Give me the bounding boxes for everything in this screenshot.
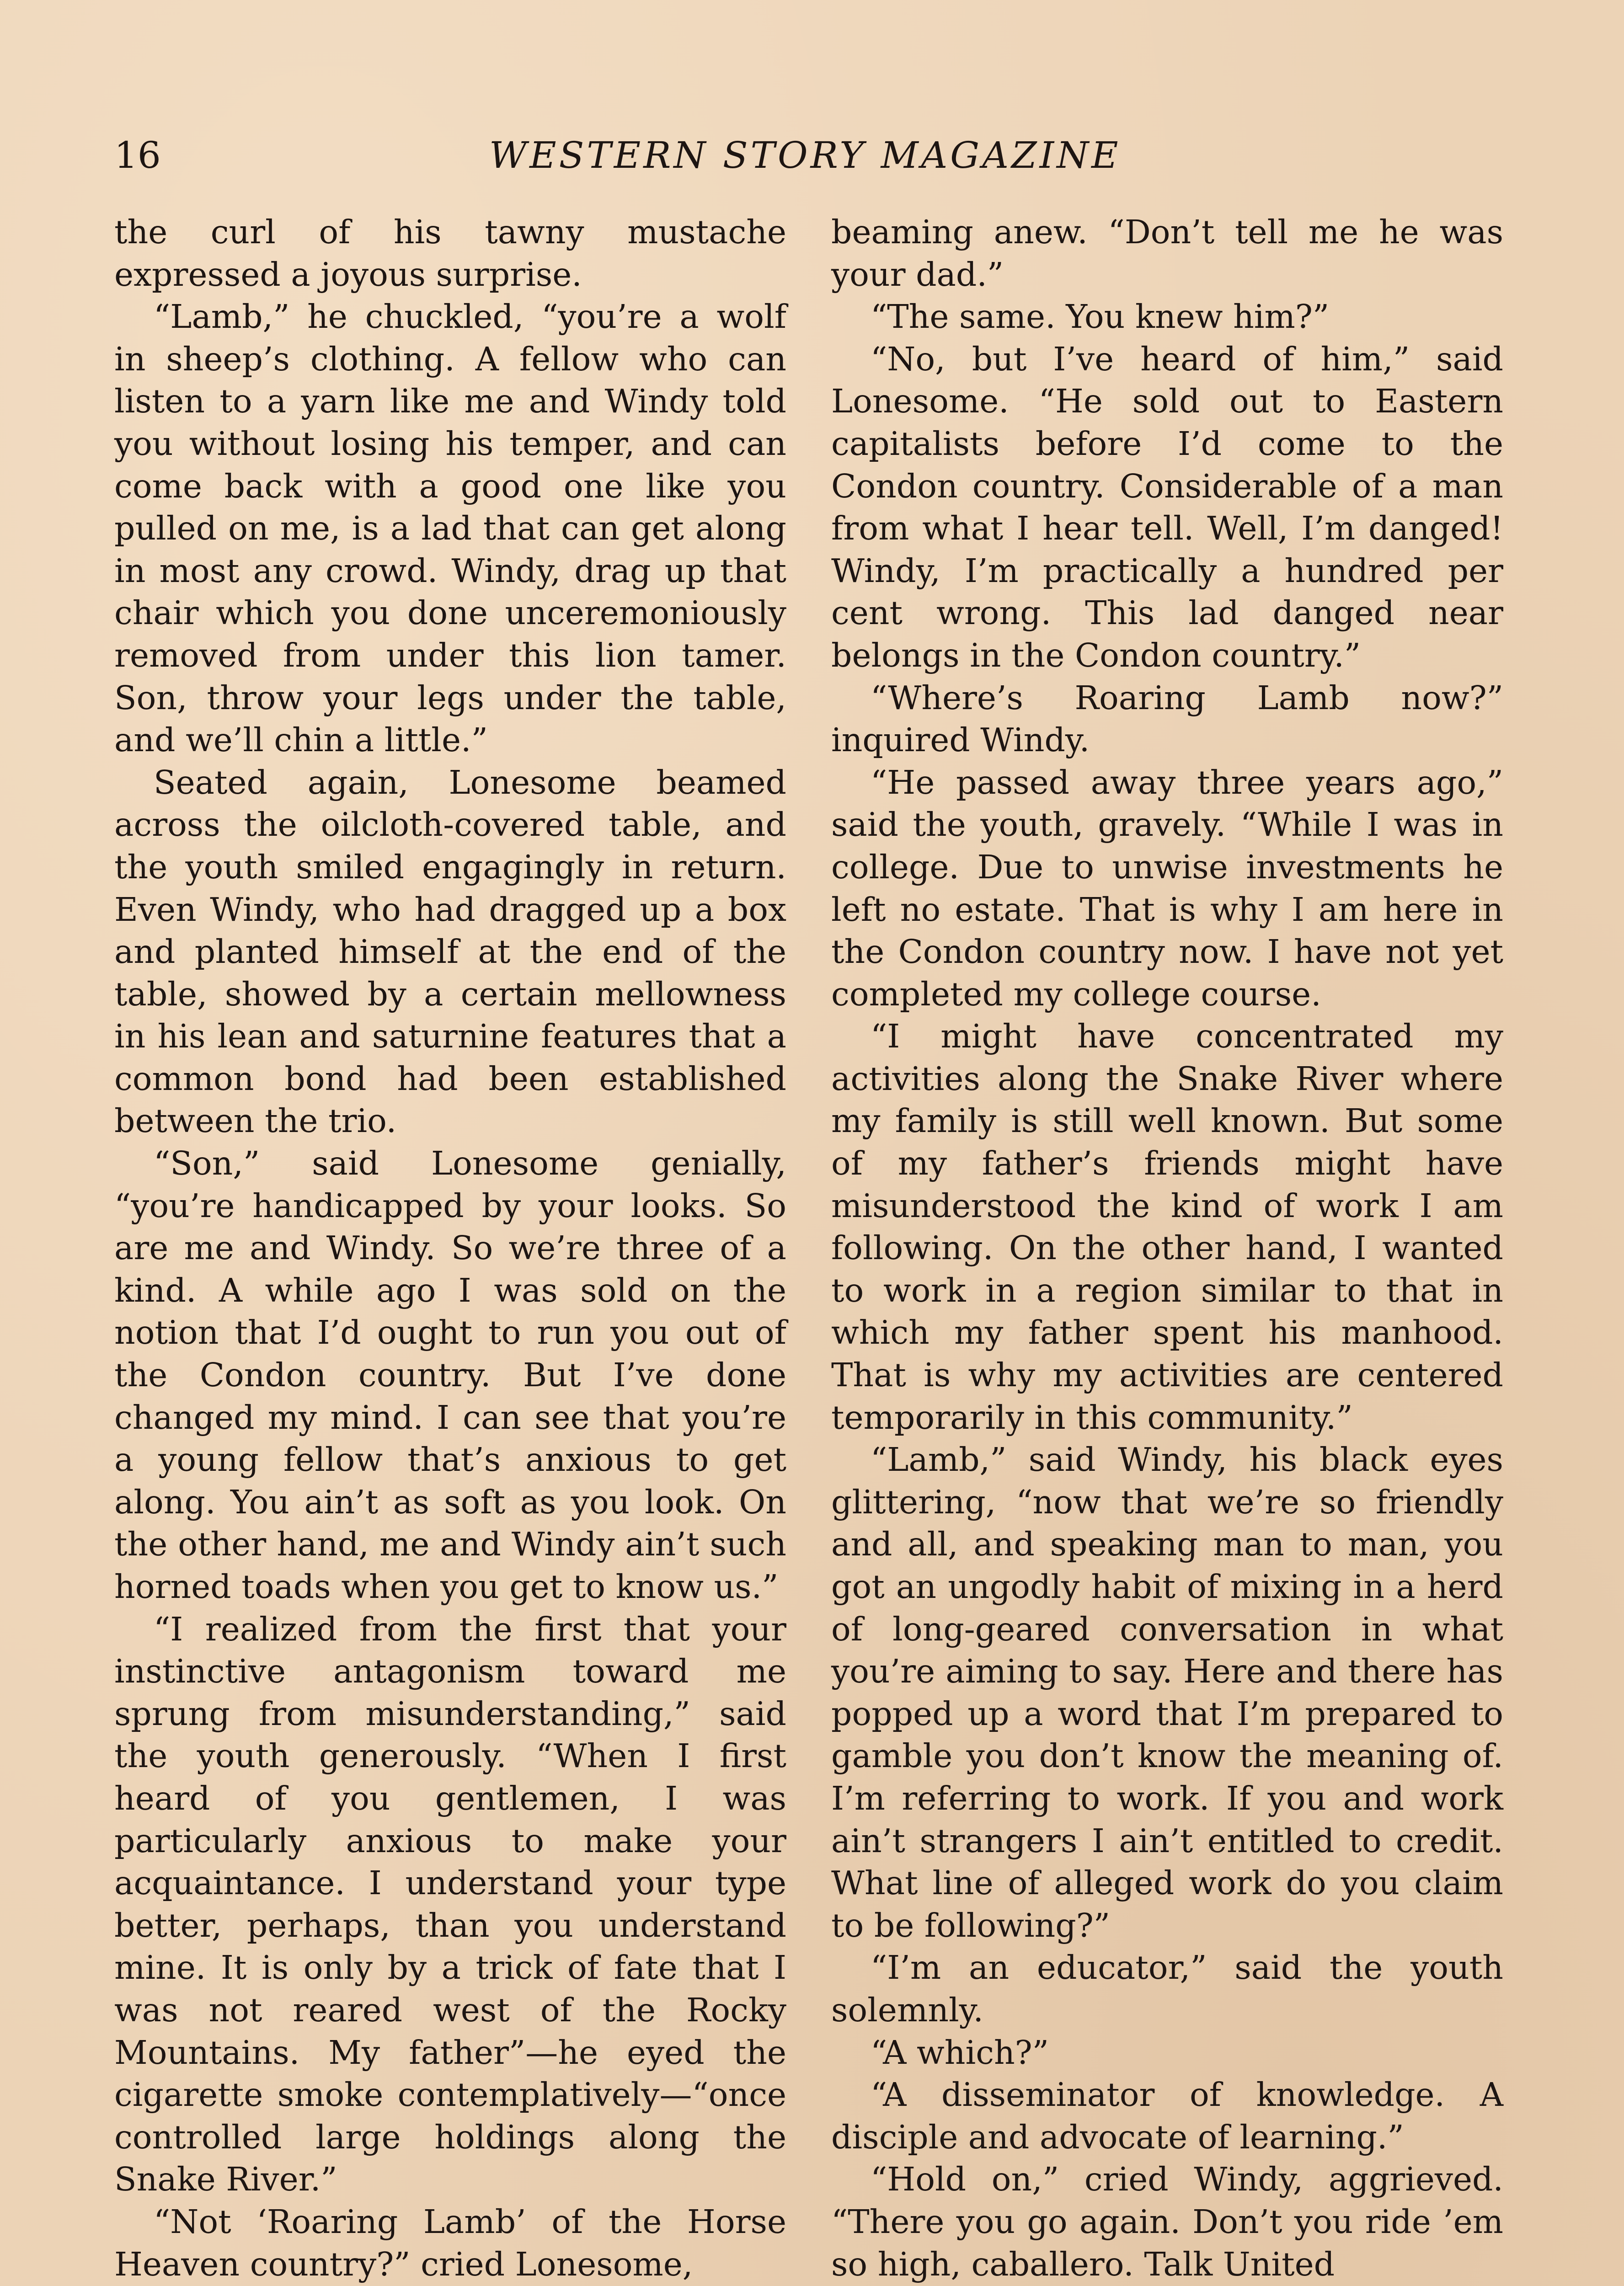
running-title: WESTERN STORY MAGAZINE <box>489 134 1121 176</box>
paragraph: “Son,” said Lonesome genially, “you’re handicapped by your looks. So are me and Windy. So we’re three of a kind. A while ago I was sold on the notion that I’d ought to run you out of the Condon country. But I’ve done changed my mind. I can see that you’re a young fellow that’s anxious to get along. You ain’t as soft as you look. On the other hand, me and Windy ain’t such horned toads when you get to know us.” <box>114 1144 786 1606</box>
page-number: 16 <box>114 134 161 176</box>
paragraph: “A which?” <box>871 2033 1049 2072</box>
paragraph: “No, but I’ve heard of him,” said Lonesome. “He sold out to Eastern capitalists before I’d come to the Condon country. Considerable of a man from what I hear tell. Well, I’m danged! Windy, I’m practically a hundred per cent wrong. This lad danged near belongs in the Condon country.” <box>831 340 1503 674</box>
paragraph: “Hold on,” cried Windy, aggrieved. “There you go again. Don’t you ride ’em so high, caballero. Talk United <box>831 2160 1503 2283</box>
paragraph: “A disseminator of knowledge. A disciple and advocate of learning.” <box>831 2076 1503 2156</box>
paragraph: “He passed away three years ago,” said the youth, gravely. “While I was in college. Due to unwise investments he left no estate. That is why I am here in the Condon country now. I have not yet completed my college course. <box>831 763 1503 1013</box>
paragraph: “Where’s Roaring Lamb now?” inquired Windy. <box>831 678 1503 759</box>
paragraph: “Not ‘Roaring Lamb’ of the Horse Heaven country?” cried Lonesome, <box>114 2202 786 2283</box>
page-header <box>114 133 1502 183</box>
left-column <box>114 211 786 2286</box>
paragraph: “I’m an educator,” said the youth solemnly. <box>831 1949 1503 2029</box>
paragraph: “The same. You knew him?” <box>871 298 1330 336</box>
right-column <box>831 211 1503 2286</box>
paragraph: Seated again, Lonesome beamed across the oilcloth-covered table, and the youth smiled engagingly in return. Even Windy, who had dragged up a box and planted himself at the end of the table, showed by a certain mellowness in his lean and saturnine features that a common bond had been established between the trio. <box>114 763 786 1140</box>
paragraph: beaming anew. “Don’t tell me he was your dad.” <box>831 213 1503 294</box>
paragraph: “I might have concentrated my activities along the Snake River where my family is still well known. But some of my father’s friends might have misunderstood the kind of work I am following. On the other hand, I wanted to work in a region similar to that in which my father spent his manhood. That is why my activities are centered temporarily in this community.” <box>831 1017 1503 1437</box>
paragraph: “I realized from the first that your instinctive antagonism toward me sprung from misunderstanding,” said the youth generously. “When I first heard of you gentlemen, I was particularly anxious to make your acquaintance. I understand your type better, perhaps, than you understand mine. It is only by a trick of fate that I was not reared west of the Rocky Mountains. My father”—he eyed the cigarette smoke contemplatively—“once controlled large holdings along the Snake River.” <box>114 1610 786 2199</box>
paragraph: the curl of his tawny mustache expressed a joyous surprise. <box>114 213 786 294</box>
paragraph: “Lamb,” he chuckled, “you’re a wolf in sheep’s clothing. A fellow who can listen to a yarn like me and Windy told you without losing his temper, and can come back with a good one like you pulled on me, is a lad that can get along in most any crowd. Windy, drag up that chair which you done unceremoniously removed from under this lion tamer. Son, throw your legs under the table, and we’ll chin a little.” <box>114 298 786 759</box>
paragraph: “Lamb,” said Windy, his black eyes glittering, “now that we’re so friendly and all, and speaking man to man, you got an ungodly habit of mixing in a herd of long-geared conversation in what you’re aiming to say. Here and there has popped up a word that I’m prepared to gamble you don’t know the meaning of. I’m referring to work. If you and work ain’t strangers I ain’t entitled to credit. What line of alleged work do you claim to be following?” <box>831 1441 1503 1944</box>
